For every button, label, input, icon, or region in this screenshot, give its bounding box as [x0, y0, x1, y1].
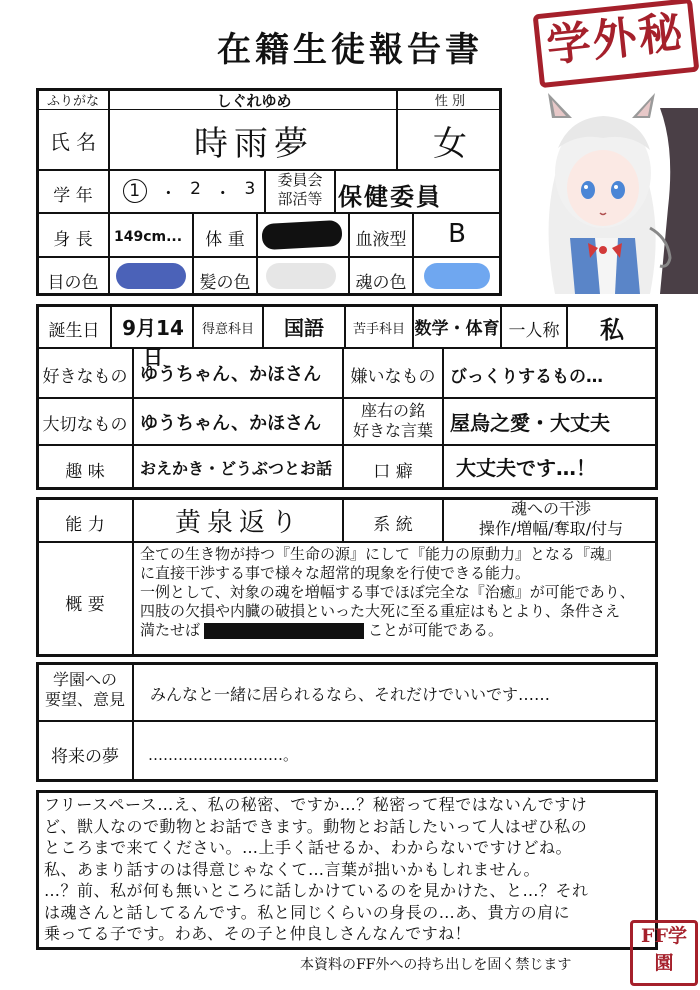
name-value: 時雨夢 [194, 124, 314, 164]
soul-color-label: 魂の色 [355, 273, 407, 293]
birthday-label: 誕生日 [48, 321, 100, 341]
bad-subject-value: 数学・体育 [414, 319, 500, 339]
catchphrase-value: 大丈夫です…！ [456, 456, 596, 480]
grade-option[interactable]: 2 [190, 179, 201, 199]
grade-option[interactable]: 3 [244, 179, 256, 199]
name-label: 氏 名 [49, 130, 97, 154]
furigana-label: ふりがな [46, 94, 99, 109]
requests-value: みんなと一緒に居られるなら、それだけでいいです…… [150, 685, 551, 704]
motto-value: 屋烏之愛・大丈夫 [450, 411, 610, 435]
gender-value: 女 [433, 124, 467, 164]
ability-name: 黄泉返り [174, 508, 303, 538]
committee-value: 保健委員 [338, 183, 442, 211]
important-label: 大切なもの [42, 415, 128, 435]
summary-text: 全ての生き物が持つ『生命の源』にして『能力の原動力』となる『魂』 に直接干渉する事で様々な超常的現象を行使できる能力。 一例として、対象の魂を増幅する事でほぼ完全な『治癒』が可能であり、 四肢の欠損や内臓の破損といった大死に至る重症はもとより、条件さえ 満たせば ことが可能である。 [140, 545, 635, 639]
height-value: 149cm... [114, 229, 183, 245]
blood-label: 血液型 [355, 230, 407, 250]
catchphrase-label: 口 癖 [373, 462, 413, 482]
grade-options [116, 179, 262, 204]
bad-subject-label: 苦手科目 [352, 322, 405, 337]
soul-color-swatch [424, 263, 490, 289]
birthday-value: 9月14日 [122, 316, 184, 369]
ability-label: 能 力 [65, 515, 105, 535]
page-title: 在籍生徒報告書 [217, 30, 483, 70]
summary-label: 概 要 [65, 595, 105, 615]
eye-color-swatch [116, 263, 186, 289]
grade-label: 学 年 [53, 186, 93, 206]
good-subject-value: 国語 [284, 316, 324, 340]
footer-notice: 本資料のFF外への持ち出しを固く禁じます [300, 957, 572, 973]
character-portrait [500, 88, 698, 294]
height-label: 身 長 [53, 230, 93, 250]
grade-separator: ・ [159, 184, 177, 204]
pronoun-value: 私 [600, 316, 624, 344]
blood-value: B [448, 219, 466, 249]
likes-label: 好きなもの [42, 367, 128, 387]
confidential-stamp: 学外秘 [533, 0, 700, 88]
important-value: ゆうちゃん、かほさん [140, 413, 322, 434]
school-logo: FF学園 [630, 920, 698, 986]
free-space-text: フリースペース…え、私の秘密、ですか…？秘密って程ではないんですけ ど、獣人なので動物とお話できます。動物とお話したいって人はぜひ私の ところまで来てください。…上手く話せるか、わからないですけどね。 私、あまり話すのは得意じゃなくて…言葉が拙いかもしれません。 …？前、私が何も無いところに話しかけているのを見かけた、と…？それ は魂さんと話してるんです。私と同じくらいの身長の…あ、貴方の肩に 乗ってる子です。わあ、その子と仲良しさんなんですね！ [44, 795, 589, 943]
likes-value: ゆうちゃん、かほさん [140, 364, 322, 385]
eye-color-label: 目の色 [47, 273, 99, 293]
hair-color-label: 髪の色 [199, 273, 251, 293]
summary-redacted [204, 623, 364, 639]
dream-label: 将来の夢 [51, 747, 119, 767]
grade-separator: ・ [214, 184, 232, 204]
requests-label: 学園への 要望、意見 [44, 670, 125, 709]
gender-label: 性 別 [434, 94, 466, 109]
hobby-value: おえかき・どうぶつとお話 [140, 459, 333, 478]
dislikes-value: びっくりするもの… [450, 367, 603, 387]
committee-label: 委員会 部活等 [277, 171, 323, 208]
dislikes-label: 嫌いなもの [350, 367, 436, 387]
grade-option-selected[interactable]: 1 [123, 179, 147, 203]
ability-type-value: 魂への干渉 操作/増幅/奪取/付与 [478, 499, 624, 538]
good-subject-label: 得意科目 [201, 322, 254, 337]
motto-label: 座右の銘 好きな言葉 [352, 401, 433, 440]
weight-redacted [261, 220, 342, 250]
dream-value: ………………………。 [148, 746, 299, 764]
furigana-value: しぐれゆめ [216, 92, 292, 110]
hobby-label: 趣 味 [65, 462, 105, 482]
ability-type-label: 系 統 [373, 515, 413, 535]
weight-label: 体 重 [205, 230, 245, 250]
pronoun-label: 一人称 [508, 321, 560, 341]
hair-color-swatch [266, 263, 336, 289]
